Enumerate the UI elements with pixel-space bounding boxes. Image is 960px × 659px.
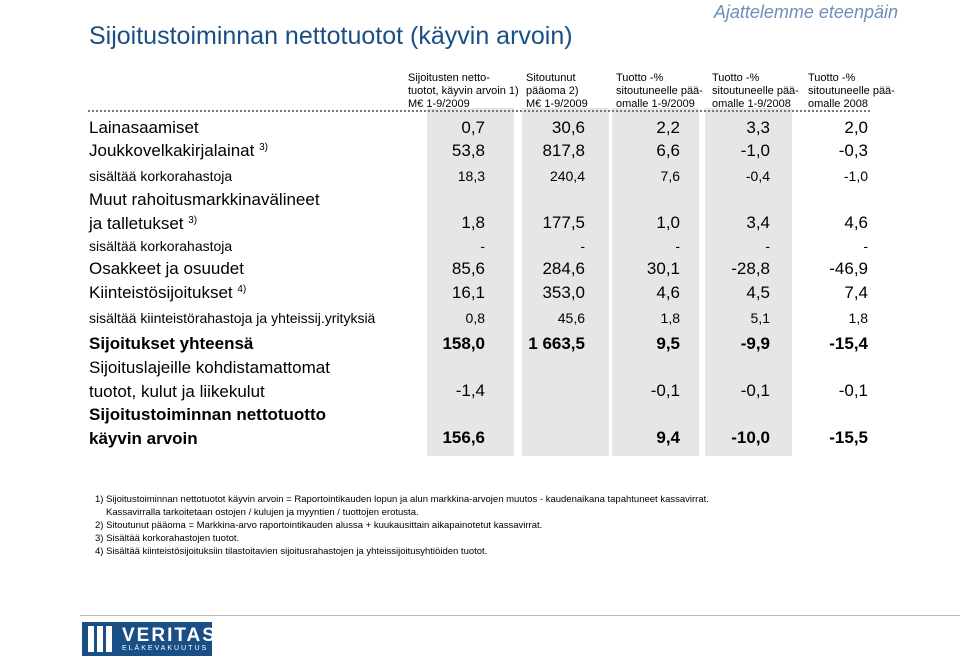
row-label xyxy=(89,168,232,184)
table-cell: 240,4 xyxy=(549,168,585,184)
row-label-text: sisältää korkorahastoja xyxy=(89,238,233,254)
table-cell: 7,6 xyxy=(660,168,680,184)
header-line: tuotot, käyvin arvoin 1) xyxy=(408,85,519,97)
table-cell: 7,4 xyxy=(844,283,868,302)
row-label-line xyxy=(89,382,330,402)
table-cell: 85,6 xyxy=(451,259,485,278)
page-title: Sijoitustoiminnan nettotuotot (käyvin arvoin) xyxy=(89,22,573,50)
column-header-1 xyxy=(408,72,519,111)
header-line: sitoutuneelle pää- xyxy=(712,85,799,97)
table-cell: 353,0 xyxy=(542,283,585,302)
table-cell: -0,4 xyxy=(745,168,770,184)
table-cell: 9,5 xyxy=(656,334,680,353)
table-cell: 284,6 xyxy=(542,259,585,278)
table-cell: - xyxy=(863,238,868,254)
header-line: omalle 1-9/2008 xyxy=(712,98,791,110)
footnote: Kassavirralla tarkoitetaan ostojen / kulujen ja myyntien / tuottojen erotusta. xyxy=(106,507,419,518)
table-cell: -1,0 xyxy=(843,168,868,184)
header-line: omalle 2008 xyxy=(808,98,868,110)
row-label xyxy=(89,259,244,279)
row-label-line xyxy=(89,214,320,234)
column-header-5 xyxy=(808,72,895,111)
table-cell: - xyxy=(480,238,485,254)
table-cell: 4,6 xyxy=(844,213,868,232)
row-label-text: Osakkeet ja osuudet xyxy=(89,259,244,278)
table-cell: 18,3 xyxy=(457,168,485,184)
header-line: Tuotto -% xyxy=(712,72,760,84)
row-label-text: sisältää korkorahastoja xyxy=(89,168,233,184)
row-label-text: tuotot, kulut ja liikekulut xyxy=(89,382,265,401)
table-cell: 3,3 xyxy=(746,118,770,137)
header-line: sitoutuneelle pää- xyxy=(808,85,895,97)
header-line: M€ 1-9/2009 xyxy=(526,98,588,110)
table-cell: 156,6 xyxy=(442,428,485,447)
table-cell: 2,0 xyxy=(844,118,868,137)
column-header-3 xyxy=(616,72,703,111)
row-label xyxy=(89,358,330,402)
table-cell: -0,1 xyxy=(650,381,680,400)
footnote-ref: 3) xyxy=(188,215,198,226)
row-label-text: käyvin arvoin xyxy=(89,429,198,448)
table-cell: 5,1 xyxy=(750,310,770,326)
table-cell: 177,5 xyxy=(542,213,585,232)
row-label-text: Joukkovelkakirjalainat xyxy=(89,141,255,160)
footnote: 4) Sisältää kiinteistösijoituksiin tilastoitavien sijoitusrahastojen ja yhteissijoitusyhtiöiden tuotot. xyxy=(95,546,488,557)
row-label xyxy=(89,190,320,234)
table-cell: -0,1 xyxy=(740,381,770,400)
row-label xyxy=(89,118,199,138)
tagline: Ajattelemme eteenpäin xyxy=(713,2,898,22)
table-cell: 2,2 xyxy=(656,118,680,137)
footnote-ref: 4) xyxy=(237,284,247,295)
table-cell: 1,0 xyxy=(656,213,680,232)
table-cell: 1 663,5 xyxy=(528,334,585,353)
header-line: omalle 1-9/2009 xyxy=(616,98,695,110)
table-cell: 30,6 xyxy=(551,118,585,137)
header-line: Tuotto -% xyxy=(616,72,664,84)
header-line: Sitoutunut xyxy=(526,72,576,84)
veritas-logo xyxy=(82,622,217,656)
row-label-text: ja talletukset xyxy=(89,214,184,233)
row-label-line: Muut rahoitusmarkkinavälineet xyxy=(89,190,320,209)
footnote: 3) Sisältää korkorahastojen tuotot. xyxy=(95,533,240,544)
table-cell: 6,6 xyxy=(656,141,680,160)
header-line: M€ 1-9/2009 xyxy=(408,98,470,110)
row-label xyxy=(89,334,253,354)
table-cell: 1,8 xyxy=(848,310,868,326)
table-cell: 1,8 xyxy=(660,310,680,326)
row-label-line: Sijoitustoiminnan nettotuotto xyxy=(89,405,327,424)
table-cell: - xyxy=(675,238,680,254)
row-label-text: Kiinteistösijoitukset xyxy=(89,283,233,302)
table-cell: 16,1 xyxy=(451,283,485,302)
row-label xyxy=(89,405,326,449)
table-cell: 9,4 xyxy=(656,428,680,447)
table-cell: 4,5 xyxy=(746,283,770,302)
row-label-line: Sijoituslajeille kohdistamattomat xyxy=(89,358,330,377)
table-cell: 0,8 xyxy=(465,310,485,326)
table-cell: 1,8 xyxy=(461,213,485,232)
row-label-line xyxy=(89,429,326,449)
table-cell: 817,8 xyxy=(542,141,585,160)
footnote-ref: 3) xyxy=(259,142,269,153)
table-cell: -15,5 xyxy=(829,428,868,447)
header-line: sitoutuneelle pää- xyxy=(616,85,703,97)
row-label-text: Lainasaamiset xyxy=(89,118,199,137)
row-label xyxy=(89,283,246,303)
table-cell: - xyxy=(765,238,770,254)
table-cell: 4,6 xyxy=(656,283,680,302)
table-cell: 45,6 xyxy=(557,310,585,326)
table-cell: -10,0 xyxy=(731,428,770,447)
logo-subtitle: ELÄKEVAKUUTUS xyxy=(122,645,209,652)
row-label xyxy=(89,141,268,161)
table-cell: -15,4 xyxy=(829,334,868,353)
table-cell: 158,0 xyxy=(442,334,485,353)
footnotes xyxy=(95,493,709,558)
row-label xyxy=(89,238,232,254)
table-cell: -9,9 xyxy=(740,334,770,353)
footnote: 2) Sitoutunut pääoma = Markkina-arvo raportointikauden alussa + kuukausittain aikapainotetut kassavirrat. xyxy=(95,520,543,531)
column-header-2 xyxy=(526,72,588,111)
header-line: Sijoitusten netto- xyxy=(408,72,490,84)
table-cell: 53,8 xyxy=(451,141,485,160)
header-line: pääoma 2) xyxy=(526,85,579,97)
veritas-mark-icon xyxy=(88,626,116,652)
table-cell: -0,1 xyxy=(838,381,868,400)
footer-divider xyxy=(80,615,960,616)
column-header-4 xyxy=(712,72,799,111)
table-cell: -1,4 xyxy=(455,381,485,400)
header-divider xyxy=(88,110,870,112)
header-line: Tuotto -% xyxy=(808,72,856,84)
table-cell: -1,0 xyxy=(740,141,770,160)
table-cell: -28,8 xyxy=(731,259,770,278)
row-label xyxy=(89,310,375,326)
table-cell: 3,4 xyxy=(746,213,770,232)
table-cell: 30,1 xyxy=(646,259,680,278)
footnote: 1) Sijoitustoiminnan nettotuotot käyvin arvoin = Raportointikauden lopun ja alun markkina-arvojen muutos - kaudenaikana tapahtuneet kassavirrat. xyxy=(95,494,709,505)
row-label-text: sisältää kiinteistörahastoja ja yhteissij.yrityksiä xyxy=(89,310,376,326)
table-cell: - xyxy=(580,238,585,254)
logo-name: VERITAS xyxy=(122,625,217,646)
table-cell: -0,3 xyxy=(838,141,868,160)
row-label-text: Sijoitukset yhteensä xyxy=(89,334,254,353)
table-cell: 0,7 xyxy=(461,118,485,137)
table-cell: -46,9 xyxy=(829,259,868,278)
